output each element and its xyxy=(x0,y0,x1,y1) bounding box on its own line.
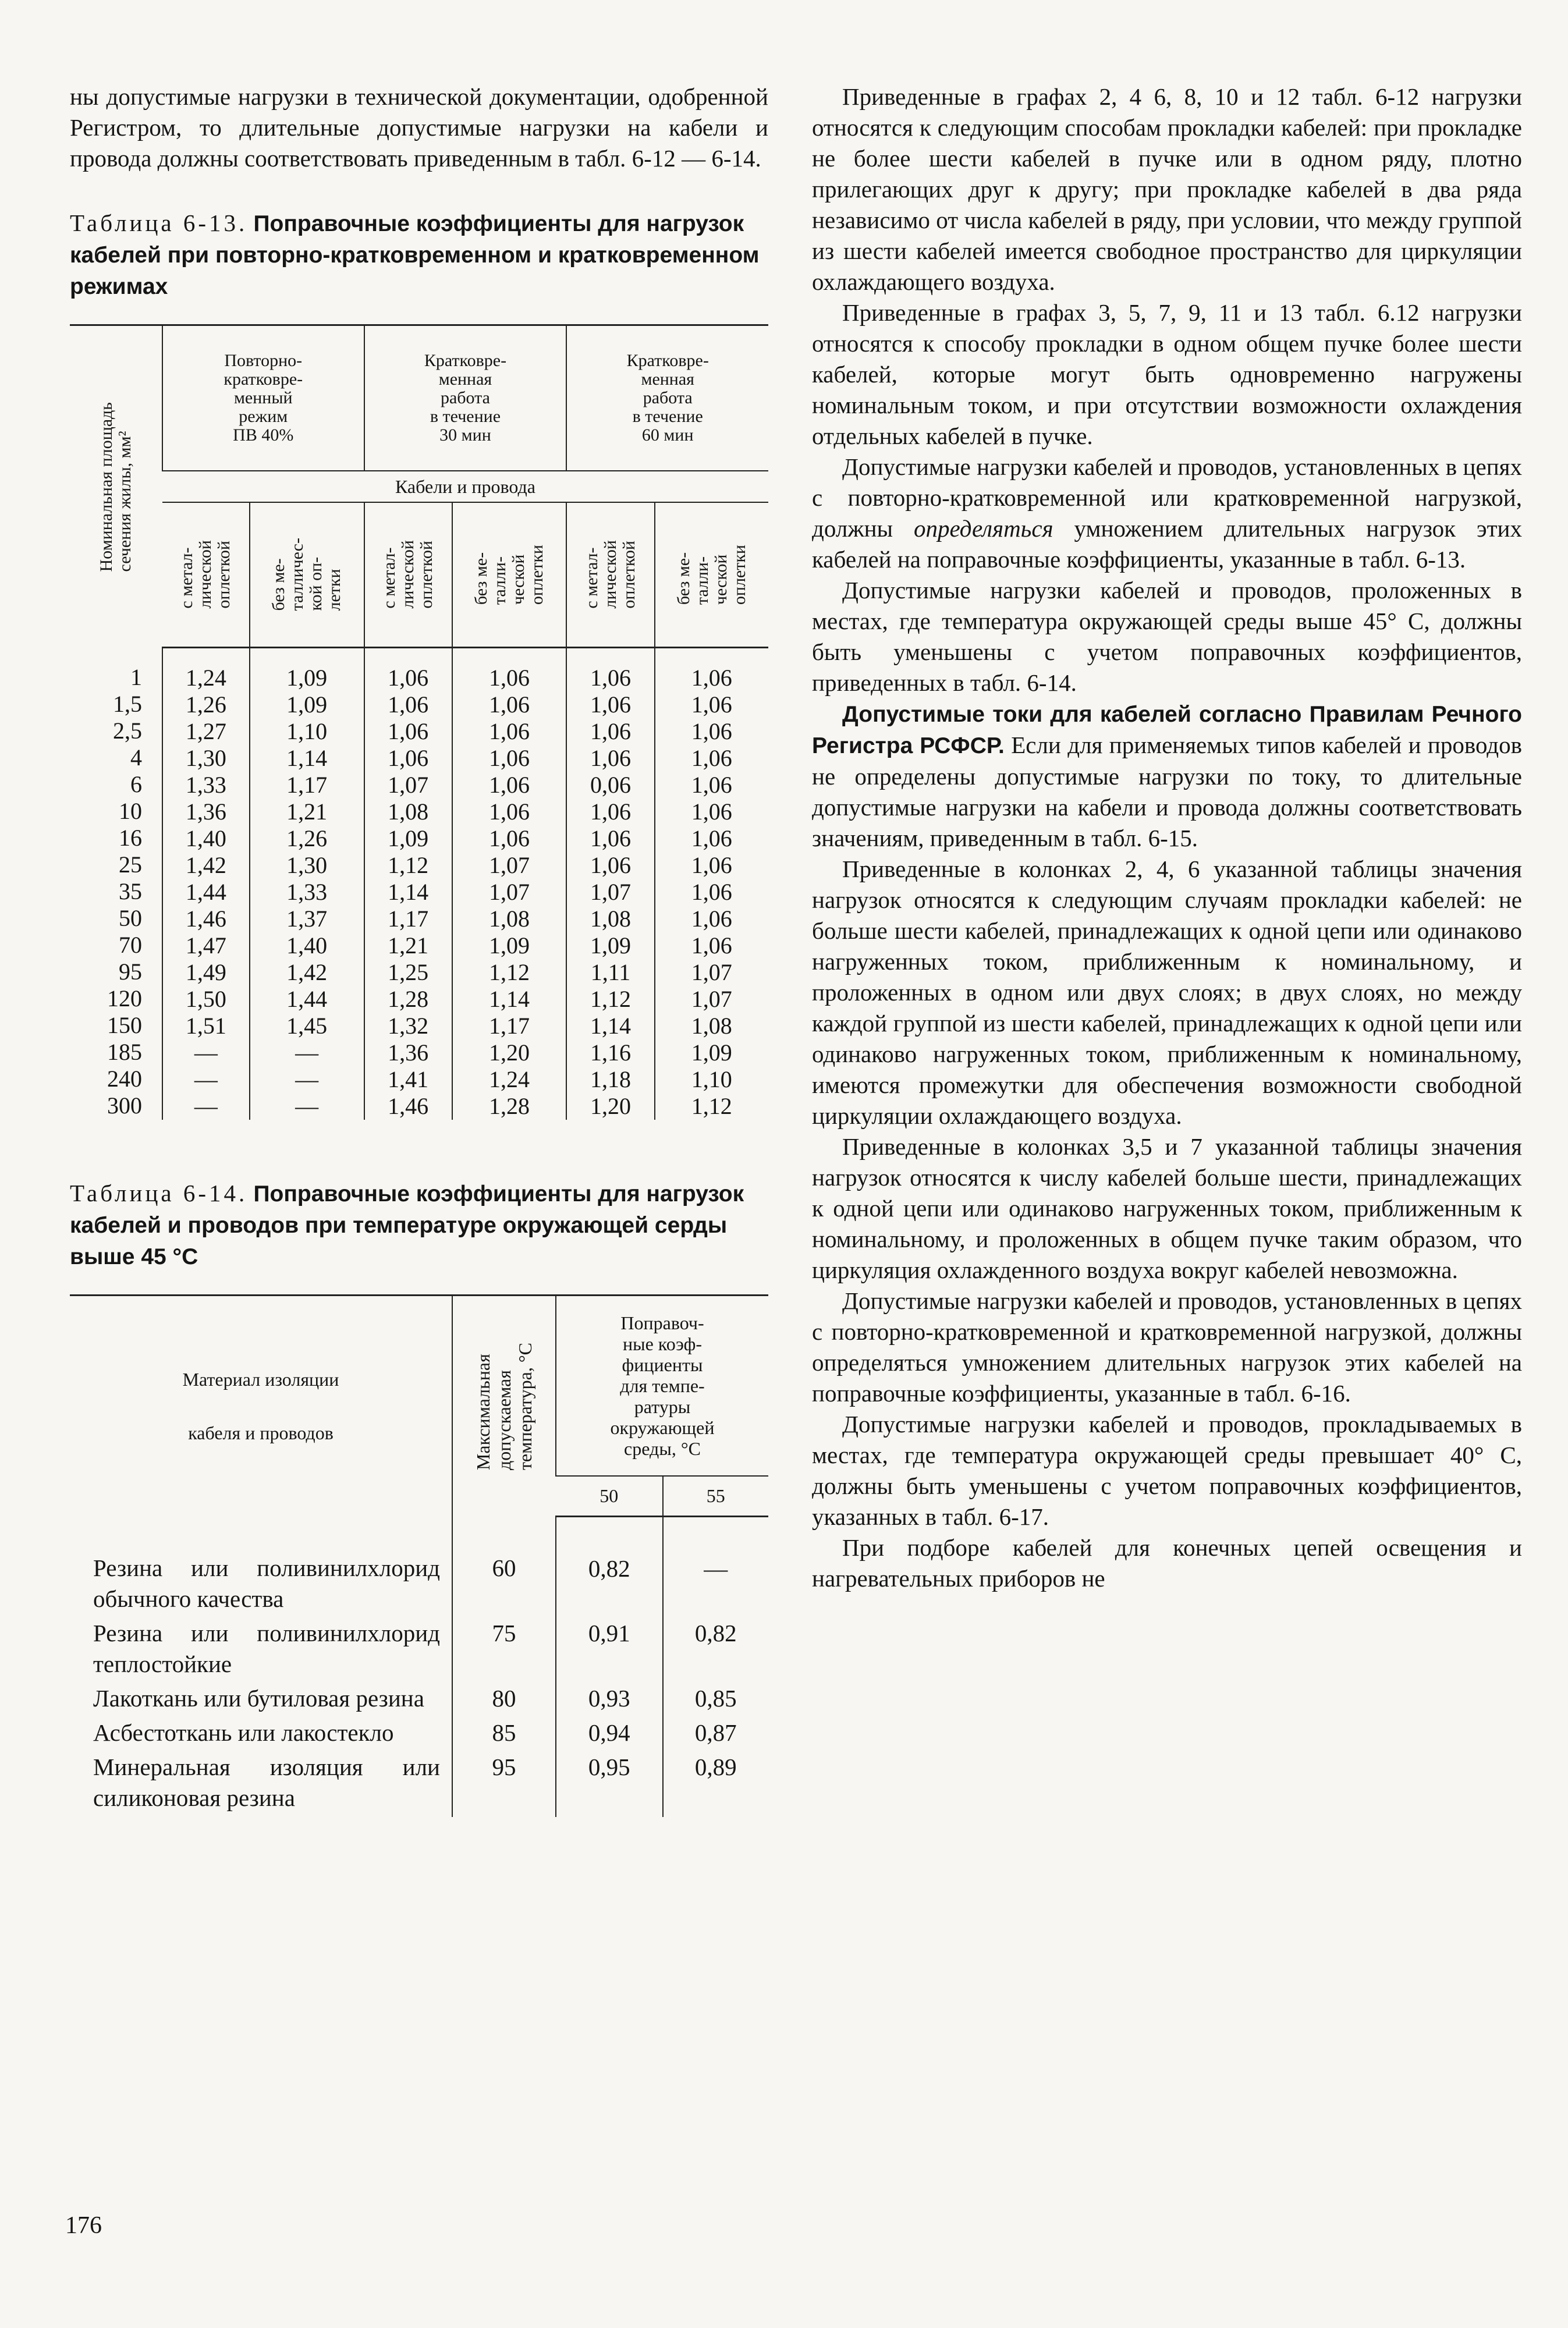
cell-material: Минеральная изоляция или силиконовая резина xyxy=(93,1753,440,1811)
cell-max-temp: 80 xyxy=(452,1683,556,1717)
cell-coef-55: 0,85 xyxy=(663,1683,769,1717)
table-6-13-title: Поправочные коэффициенты для нагрузок кабелей при повторно-кратковременном и кратковременном режимах xyxy=(70,211,760,299)
table-6-14-caption xyxy=(70,1178,768,1272)
section-heading: Допустимые токи для кабелей согласно Правилам Речного Регистра РСФСР. xyxy=(812,702,1522,758)
header-temp-50: 50 xyxy=(556,1476,663,1517)
paragraph: Допустимые нагрузки кабелей и проводов, установленных в цепях с повторно-кратковременной и кратковременной нагрузкой, должны определяться умножением длительных нагрузок этих кабелей на поправочные коэффициенты, указанные в табл. 6-16. xyxy=(812,1287,1522,1407)
cell-coef-column-1: 1,24 1,26 1,27 1,30 1,33 1,36 1,40 1,42 1,44 1,46 1,47 1,49 1,50 1,51 — — — xyxy=(162,648,250,1120)
paragraph-section-heading: Допустимые токи для кабелей согласно Правилам Речного Регистра РСФСР. Если для применяемых типов кабелей и проводов не определены допустимые нагрузки по току, то длительные допустимые нагрузки на кабели и провода должны соответствовать значениям, приведенным в табл. 6-15. xyxy=(812,702,1522,851)
header-area: Номинальная площадь сечения жилы, мм² xyxy=(70,325,162,648)
paragraph: При подборе кабелей для конечных цепей освещения и нагревательных приборов не xyxy=(812,1534,1522,1592)
cell-material: Резина или поливинилхлорид теплостойкие xyxy=(93,1619,440,1677)
table-row xyxy=(70,1683,768,1717)
header-mode-30min: Кратковре- менная работа в течение 30 мин xyxy=(364,325,567,471)
cell-max-temp: 85 xyxy=(452,1717,556,1752)
table-row xyxy=(70,1517,768,1618)
cell-coef-55: 0,89 xyxy=(663,1752,769,1817)
table-row xyxy=(70,1717,768,1752)
cell-coef-50: 0,95 xyxy=(556,1752,663,1817)
table-6-13-caption xyxy=(70,208,768,302)
table-6-14-title: Поправочные коэффициенты для нагрузок кабелей и проводов при температуре окружающей серды выше 45 °С xyxy=(70,1181,744,1269)
cell-coef-50: 0,94 xyxy=(556,1717,663,1752)
cell-coef-55: 0,87 xyxy=(663,1717,769,1752)
paragraph: Приведенные в колонках 2, 4, 6 указанной таблицы значения нагрузок относятся к следующим случаям прокладки кабелей: не больше шести кабелей, принадлежащих к одной цепи или одинаково нагруженных током, приближенным к номинальному, и проложенных в одном или двух слоях; в двух слоях, но между каждой группой из шести кабелей, принадлежащих к одной цепи или одинаково нагруженных током, приближенным к номинальному, имеются промежутки для обеспечения возможности свободной циркуляции охлаждающего воздуха. xyxy=(812,856,1522,1129)
cell-material: Лакоткань или бутиловая резина xyxy=(93,1684,424,1712)
page-number: 176 xyxy=(65,2212,102,2239)
cell-max-temp: 60 xyxy=(452,1517,556,1618)
header-max-temp: Максимальная допускаемая температура, °С xyxy=(452,1296,556,1517)
intro-paragraph: ны допустимые нагрузки в технической документации, одобренной Регистром, то длительные допустимые нагрузки на кабели и провода должны соответствовать приведенным в табл. 6-12 — 6-14. xyxy=(70,83,768,172)
header-cables-and-wires: Кабели и провода xyxy=(162,471,768,502)
header-no-braid-2: без ме- талли- ческой оплетки xyxy=(452,502,567,648)
header-with-braid-2: с метал- лической оплеткой xyxy=(364,502,452,648)
right-column xyxy=(812,81,1522,1594)
table-6-13-label: Таблица 6-13. xyxy=(70,210,248,236)
table-row xyxy=(70,1752,768,1817)
cell-coef-column-5: 1,06 1,06 1,06 1,06 0,06 1,06 1,06 1,06 1,07 1,08 1,09 1,11 1,12 1,14 1,16 1,18 1,20 xyxy=(566,648,654,1120)
cell-max-temp: 75 xyxy=(452,1618,556,1683)
cell-area-column: 1 1,5 2,5 4 6 10 16 25 35 50 70 95 120 150 185 240 300 xyxy=(107,663,142,1119)
cell-coef-50: 0,82 xyxy=(556,1517,663,1618)
paragraph: Допустимые нагрузки кабелей и проводов, проложенных в местах, где температура окружающей среды выше 45° С, должны быть уменьшены с учетом поправочных коэффициентов, приведенных в табл. 6-14. xyxy=(812,577,1522,696)
table-row xyxy=(70,648,768,1120)
cell-material: Асбестоткань или лакостекло xyxy=(93,1719,394,1746)
table-6-14-label: Таблица 6-14. xyxy=(70,1180,248,1206)
cell-coef-50: 0,91 xyxy=(556,1618,663,1683)
left-column xyxy=(70,81,768,1817)
paragraph: Приведенные в графах 2, 4 6, 8, 10 и 12 табл. 6-12 нагрузки относятся к следующим способам прокладки кабелей: при прокладке не более шести кабелей в пучке или в одном ряду, плотно прилегающих друг к другу; при прокладке кабелей в два ряда независимо от числа кабелей в ряду, при условии, что между группой из шести кабелей имеется свободное пространство для циркуляции охлаждающего воздуха. xyxy=(812,83,1522,295)
paragraph: Допустимые нагрузки кабелей и проводов, установленных в цепях с повторно-кратковременной или кратковременной нагрузкой, должны определяться умножением длительных нагрузок этих кабелей на поправочные коэффициенты, указанные в табл. 6-13. xyxy=(812,453,1522,573)
cell-coef-50: 0,93 xyxy=(556,1683,663,1717)
table-row xyxy=(70,1618,768,1683)
cell-max-temp: 95 xyxy=(452,1752,556,1817)
cell-coef-column-6: 1,06 1,06 1,06 1,06 1,06 1,06 1,06 1,06 1,06 1,06 1,06 1,07 1,07 1,08 1,09 1,10 1,12 xyxy=(655,648,768,1120)
header-coefficients: Поправоч- ные коэф- фициенты для темпе- ратуры окружающей среды, °С xyxy=(556,1296,768,1476)
table-6-14 xyxy=(70,1294,768,1817)
header-no-braid-1: без ме- талличес- кой оп- летки xyxy=(250,502,364,648)
header-with-braid-3: с метал- лической оплеткой xyxy=(566,502,654,648)
table-6-13 xyxy=(70,324,768,1120)
cell-coef-55: — xyxy=(663,1517,769,1618)
cell-coef-55: 0,82 xyxy=(663,1618,769,1683)
cell-material: Резина или поливинилхлорид обычного качества xyxy=(93,1554,440,1612)
cell-coef-column-2: 1,09 1,09 1,10 1,14 1,17 1,21 1,26 1,30 1,33 1,37 1,40 1,42 1,44 1,45 — — — xyxy=(250,648,364,1120)
cell-coef-column-4: 1,06 1,06 1,06 1,06 1,06 1,06 1,06 1,07 1,07 1,08 1,09 1,12 1,14 1,17 1,20 1,24 1,28 xyxy=(452,648,567,1120)
header-with-braid-1: с метал- лической оплеткой xyxy=(162,502,250,648)
cell-coef-column-3: 1,06 1,06 1,06 1,06 1,07 1,08 1,09 1,12 1,14 1,17 1,21 1,25 1,28 1,32 1,36 1,41 1,46 xyxy=(364,648,452,1120)
italic-emphasis: определяться xyxy=(914,515,1053,542)
header-temp-55: 55 xyxy=(663,1476,769,1517)
paragraph: Приведенные в колонках 3,5 и 7 указанной таблицы значения нагрузок относятся к числу кабелей больше шести, принадлежащих к одной цепи или одинаково нагруженных током, приближенным к номинальному, и проложенных в общем пучке таким образом, что циркуляция охлажденного воздуха вокруг кабелей невозможна. xyxy=(812,1133,1522,1283)
paragraph: Допустимые нагрузки кабелей и проводов, прокладываемых в местах, где температура окружающей среды превышает 40° С, должны быть уменьшены с учетом поправочных коэффициентов, указанных в табл. 6-17. xyxy=(812,1411,1522,1530)
header-no-braid-3: без ме- талли- ческой оплетки xyxy=(655,502,768,648)
header-mode-intermittent: Повторно- кратковре- менный режим ПВ 40% xyxy=(162,325,364,471)
header-mode-60min: Кратковре- менная работа в течение 60 мин xyxy=(566,325,768,471)
header-material: Материал изоляции кабеля и проводов xyxy=(70,1296,452,1517)
paragraph: Приведенные в графах 3, 5, 7, 9, 11 и 13 табл. 6.12 нагрузки относятся к способу прокладки в одном общем пучке более шести кабелей, которые могут быть одновременно нагружены номинальным током, и при отсутствии возможности охлаждения отдельных кабелей в пучке. xyxy=(812,299,1522,449)
